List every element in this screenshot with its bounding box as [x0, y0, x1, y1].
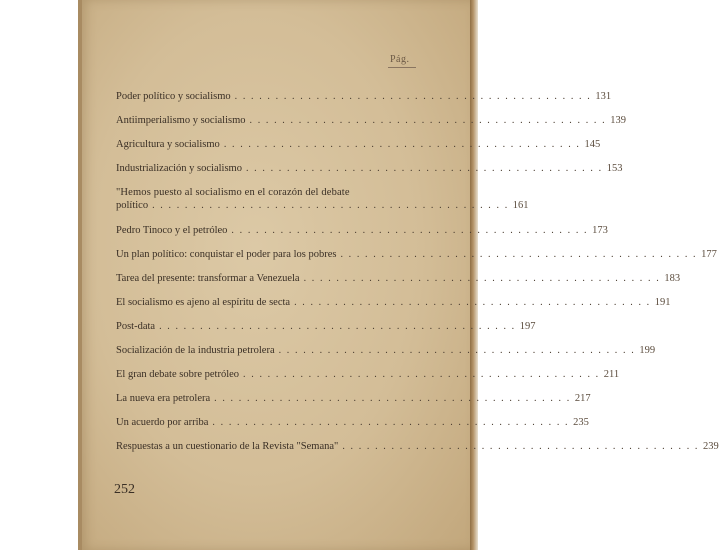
toc-entry-title: El socialismo es ajeno al espíritu de secta — [116, 297, 291, 308]
page-number: 252 — [114, 482, 135, 497]
toc-entry-page: 131 — [595, 91, 612, 102]
toc-entry-page: 217 — [574, 393, 591, 404]
toc-leader-dots: . . . . . . . . . . . . . . . . . . . . . . . . . . . . . . . . . . . . . . . . . . . . — [245, 163, 603, 174]
page-column-header: Pág. — [390, 54, 410, 65]
toc-leader-dots: . . . . . . . . . . . . . . . . . . . . . . . . . . . . . . . . . . . . . . . . . . . . — [159, 321, 516, 332]
toc-entry-page: 173 — [592, 225, 608, 236]
toc-entry-title: Un plan político: conquistar el poder para los pobres — [116, 249, 337, 260]
toc-entry-page: 199 — [639, 345, 656, 356]
toc-entry-page: 139 — [610, 115, 626, 126]
toc-entry — [116, 248, 717, 261]
header-rule — [388, 67, 416, 68]
toc-entry-title: político — [116, 200, 149, 211]
toc-entry — [116, 272, 681, 285]
toc-entry — [116, 90, 612, 103]
toc-leader-dots: . . . . . . . . . . . . . . . . . . . . . . . . . . . . . . . . . . . . . . . . . . . . — [212, 417, 570, 428]
toc-entry — [116, 392, 591, 405]
toc-entry-page: 177 — [701, 249, 717, 260]
toc-leader-dots: . . . . . . . . . . . . . . . . . . . . . . . . . . . . . . . . . . . . . . . . . . . . — [223, 139, 581, 150]
toc-leader-dots: . . . . . . . . . . . . . . . . . . . . . . . . . . . . . . . . . . . . . . . . . . . . — [278, 345, 636, 356]
toc-leader-dots: . . . . . . . . . . . . . . . . . . . . . . . . . . . . . . . . . . . . . . . . . . . . — [294, 297, 651, 308]
toc-leader-dots: . . . . . . . . . . . . . . . . . . . . . . . . . . . . . . . . . . . . . . . . . . . . — [342, 441, 700, 452]
toc-entry-title: Un acuerdo por arriba — [116, 417, 209, 428]
toc-entry — [116, 296, 671, 309]
toc-entry-title: Pedro Tinoco y el petróleo — [116, 225, 228, 236]
toc-entry-title: Industrialización y socialismo — [116, 163, 242, 174]
toc-entry — [116, 368, 620, 381]
toc-entry-page: 145 — [584, 139, 601, 150]
toc-leader-dots: . . . . . . . . . . . . . . . . . . . . . . . . . . . . . . . . . . . . . . . . . . . . — [152, 200, 509, 211]
toc-entry-page: 161 — [512, 200, 529, 211]
toc-entry-title-line1: "Hemos puesto al socialismo en el corazón del debate — [116, 187, 350, 198]
page-gutter — [78, 0, 82, 550]
toc-leader-dots: . . . . . . . . . . . . . . . . . . . . . . . . . . . . . . . . . . . . . . . . . . . . — [214, 393, 571, 404]
toc-entry-title: Tarea del presente: transformar a Venezuela — [116, 273, 300, 284]
toc-entry-title: Poder político y socialismo — [116, 91, 231, 102]
toc-entry-page: 211 — [603, 369, 620, 380]
toc-entry-title: Antiimperialismo y socialismo — [116, 115, 246, 126]
toc-entry-title: La nueva era petrolera — [116, 393, 211, 404]
toc-entry-page: 197 — [519, 321, 536, 332]
toc-entry — [116, 162, 623, 175]
toc-entry — [116, 440, 719, 453]
toc-entry-title: Socialización de la industria petrolera — [116, 345, 275, 356]
toc-entry — [116, 224, 608, 237]
toc-entry-page: 191 — [654, 297, 671, 308]
toc-entry-title: Post-data — [116, 321, 156, 332]
toc-entry-title: Respuestas a un cuestionario de la Revista "Semana" — [116, 441, 339, 452]
toc-entry-multiline — [116, 186, 529, 212]
toc-entry — [116, 344, 656, 357]
toc-leader-dots: . . . . . . . . . . . . . . . . . . . . . . . . . . . . . . . . . . . . . . . . . . . . — [234, 91, 592, 102]
toc-entry-title: El gran debate sobre petróleo — [116, 369, 240, 380]
toc-entry-title: Agricultura y socialismo — [116, 139, 220, 150]
toc-entry-page: 239 — [703, 441, 719, 452]
toc-entry — [116, 320, 536, 333]
toc-entry — [116, 114, 626, 127]
toc-leader-dots: . . . . . . . . . . . . . . . . . . . . . . . . . . . . . . . . . . . . . . . . . . . . — [303, 273, 661, 284]
toc-entry — [116, 416, 589, 429]
toc-entry-page: 183 — [664, 273, 681, 284]
toc-entry-page: 153 — [606, 163, 623, 174]
toc-leader-dots: . . . . . . . . . . . . . . . . . . . . . . . . . . . . . . . . . . . . . . . . . . . . — [340, 249, 698, 260]
toc-leader-dots: . . . . . . . . . . . . . . . . . . . . . . . . . . . . . . . . . . . . . . . . . . . . — [249, 115, 607, 126]
toc-entry — [116, 138, 601, 151]
toc-entry-page: 235 — [573, 417, 589, 428]
toc-leader-dots: . . . . . . . . . . . . . . . . . . . . . . . . . . . . . . . . . . . . . . . . . . . . — [243, 369, 600, 380]
toc-leader-dots: . . . . . . . . . . . . . . . . . . . . . . . . . . . . . . . . . . . . . . . . . . . . — [231, 225, 589, 236]
